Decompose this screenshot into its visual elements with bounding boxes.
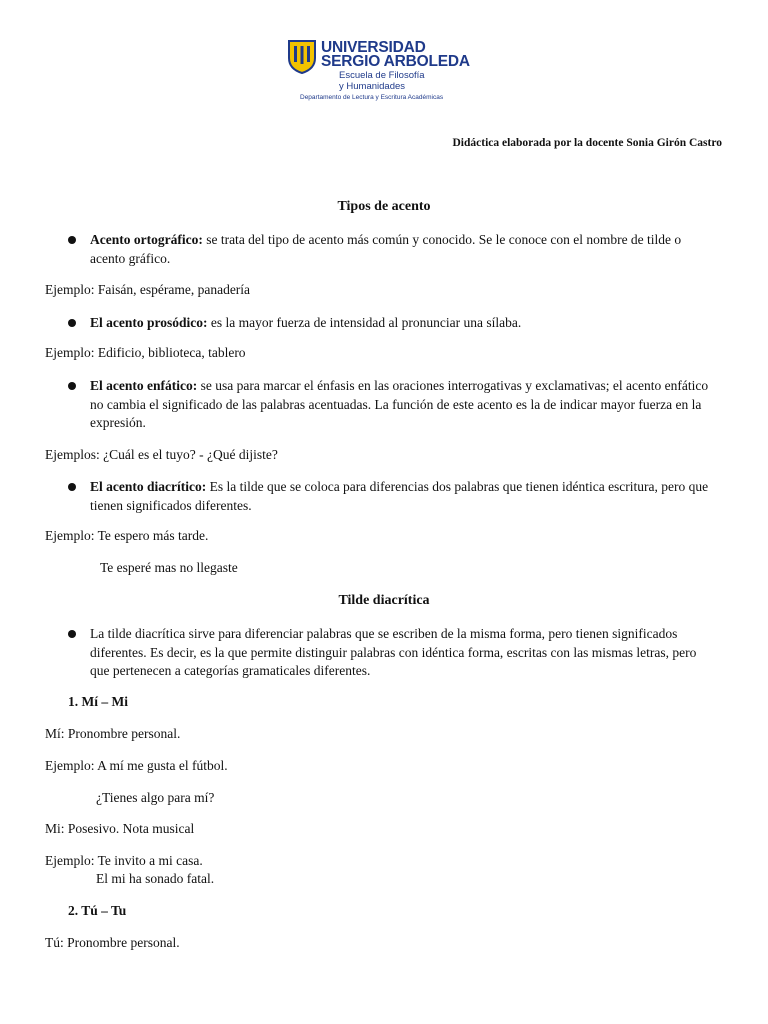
list-item: La tilde diacrítica sirve para diferenciar palabras que se escriben de la misma forma, pero tienen significados diferentes. Es decir, es la que permite distinguir palabras con idéntica forma, escritas con las mismas letras, pero que pertenecen a categorías gramaticales diferentes. bbox=[68, 625, 728, 681]
term: El acento diacrítico: bbox=[90, 479, 207, 494]
definition-text: Mí: Pronombre personal. bbox=[45, 726, 181, 741]
list-item: El acento diacrítico: Es la tilde que se coloca para diferencias dos palabras que tienen idéntica escritura, pero que tienen significados diferentes. bbox=[68, 478, 728, 515]
numbered-heading: 2. Tú – Tu bbox=[68, 903, 127, 918]
definition-text: Tú: Pronombre personal. bbox=[45, 935, 180, 950]
example-text: Ejemplo: Faisán, espérame, panadería bbox=[45, 282, 251, 297]
list-item: El acento prosódico: es la mayor fuerza de intensidad al pronunciar una sílaba. bbox=[68, 314, 728, 333]
bullet-icon bbox=[68, 483, 76, 491]
term: El acento prosódico: bbox=[90, 315, 208, 330]
logo-school-name: Escuela de Filosofía y Humanidades bbox=[339, 70, 425, 92]
example-text: Ejemplo: Te invito a mi casa. bbox=[45, 853, 203, 868]
logo-university-name: UNIVERSIDAD SERGIO ARBOLEDA bbox=[321, 39, 470, 70]
list-item: Acento ortográfico: se trata del tipo de acento más común y conocido. Se le conoce con el nombre de tilde o acento gráfico. bbox=[68, 231, 728, 268]
section-title-tilde: Tilde diacrítica bbox=[338, 593, 430, 608]
example-text: Ejemplo: Te espero más tarde. bbox=[45, 528, 209, 543]
author-credit: Didáctica elaborada por la docente Sonia Girón Castro bbox=[452, 137, 722, 149]
numbered-heading: 1. Mí – Mi bbox=[68, 694, 128, 709]
university-logo bbox=[285, 38, 475, 110]
bullet-icon bbox=[68, 236, 76, 244]
bullet-icon bbox=[68, 319, 76, 327]
example-text: Ejemplo: A mí me gusta el fútbol. bbox=[45, 758, 228, 773]
definition-text: Mi: Posesivo. Nota musical bbox=[45, 821, 195, 836]
example-text-continued: ¿Tienes algo para mí? bbox=[96, 790, 215, 805]
bullet-icon bbox=[68, 382, 76, 390]
list-item: El acento enfático: se usa para marcar el énfasis en las oraciones interrogativas y exclamativas; el acento enfático no cambia el significado de las palabras acentuadas. La función de este acento es la de indicar mayor fuerza en la expresión. bbox=[68, 377, 728, 433]
section-title-tipos: Tipos de acento bbox=[337, 199, 431, 214]
example-text: Ejemplo: Edificio, biblioteca, tablero bbox=[45, 345, 246, 360]
term: El acento enfático: bbox=[90, 378, 198, 393]
shield-icon bbox=[288, 40, 316, 74]
bullet-icon bbox=[68, 630, 76, 638]
logo-department: Departamento de Lectura y Escritura Académicas bbox=[300, 94, 444, 101]
term: Acento ortográfico: bbox=[90, 232, 203, 247]
example-text-continued: El mi ha sonado fatal. bbox=[96, 871, 215, 886]
example-text: Ejemplos: ¿Cuál es el tuyo? - ¿Qué dijiste? bbox=[45, 447, 278, 462]
example-text-continued: Te esperé mas no llegaste bbox=[100, 560, 238, 575]
